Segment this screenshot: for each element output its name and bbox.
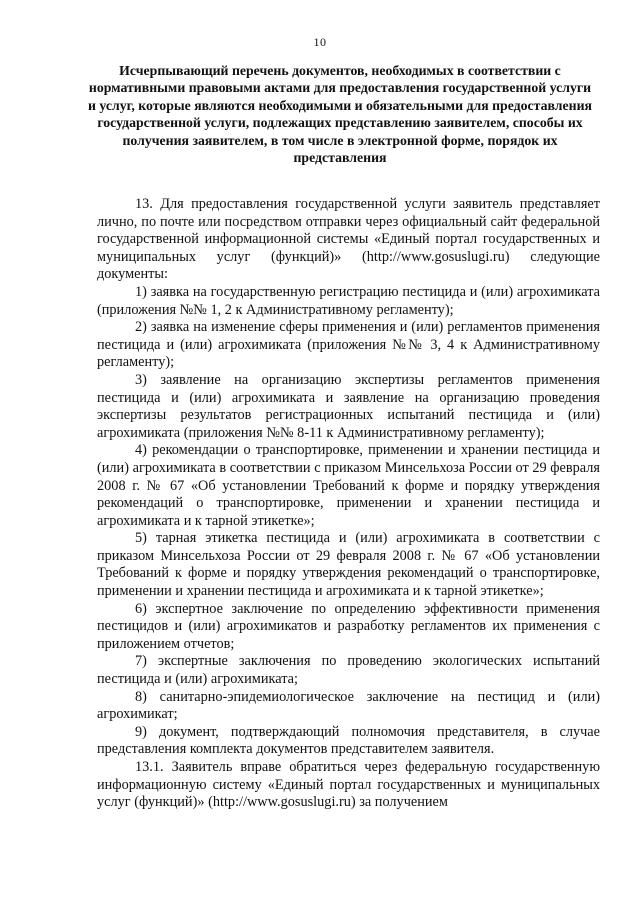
list-item-6: 6) экспертное заключение по определению эффективности применения пестицидов и (или) агрохимикатов и разработку регламентов их применения с приложением отчетов; bbox=[97, 600, 600, 652]
paragraph-13: 13. Для предоставления государственной услуги заявитель представляет лично, по почте или посредством отправки через официальный сайт федеральной государственной информационной системы «Единый портал государственных и муниципальных услуг (функций)» (http://www.gosuslugi.ru) следующие документы: bbox=[97, 196, 600, 283]
list-item-3: 3) заявление на организацию экспертизы регламентов применения пестицида и (или) агрохимиката и заявление на организацию проведения экспертизы результатов регистрационных испытаний пестицида и (или) агрохимиката (приложения №№ 8-11 к Административному регламенту); bbox=[97, 371, 600, 441]
list-item-9: 9) документ, подтверждающий полномочия представителя, в случае представления комплекта документов представителем заявителя. bbox=[97, 723, 600, 758]
list-item-4: 4) рекомендации о транспортировке, применении и хранении пестицида и (или) агрохимиката в соответствии с приказом Минсельхоза России от 29 февраля 2008 г. № 67 «Об установлении Требований к форме и порядку утверждения рекомендаций о транспортировке, применении и хранении пестицида и агрохимиката и к тарной этикетке»; bbox=[97, 442, 600, 529]
page-number: 10 bbox=[313, 35, 327, 49]
section-heading: Исчерпывающий перечень документов, необходимых в соответствии с нормативными правовыми актами для предоставления государственной услуги и услуг, которые являются необходимыми и обязательными для предоставления государственной услуги, подлежащих представлению заявителем, способы их получения заявителем, в том числе в электронной форме, порядок их представления bbox=[87, 63, 593, 166]
list-item-5: 5) тарная этикетка пестицида и (или) агрохимиката в соответствии с приказом Минсельхоза России от 29 февраля 2008 г. № 67 «Об установлении Требований к форме и порядку утверждения рекомендаций о транспортировке, применении и хранении пестицида и агрохимиката и к тарной этикетке»; bbox=[97, 530, 600, 600]
list-item-1: 1) заявка на государственную регистрацию пестицида и (или) агрохимиката (приложения №№ 1, 2 к Административному регламенту); bbox=[97, 283, 600, 318]
paragraph-13-1: 13.1. Заявитель вправе обратиться через федеральную государственную информационную систему «Единый портал государственных и муниципальных услуг (функций)» (http://www.gosuslugi.ru) за получением bbox=[97, 759, 600, 811]
document-body bbox=[97, 196, 600, 812]
list-item-7: 7) экспертные заключения по проведению экологических испытаний пестицида и (или) агрохимиката; bbox=[97, 653, 600, 688]
list-item-8: 8) санитарно-эпидемиологическое заключение на пестицид и (или) агрохимикат; bbox=[97, 688, 600, 723]
list-item-2: 2) заявка на изменение сферы применения и (или) регламентов применения пестицида и (или) агрохимиката (приложения №№ 3, 4 к Административному регламенту); bbox=[97, 319, 600, 371]
